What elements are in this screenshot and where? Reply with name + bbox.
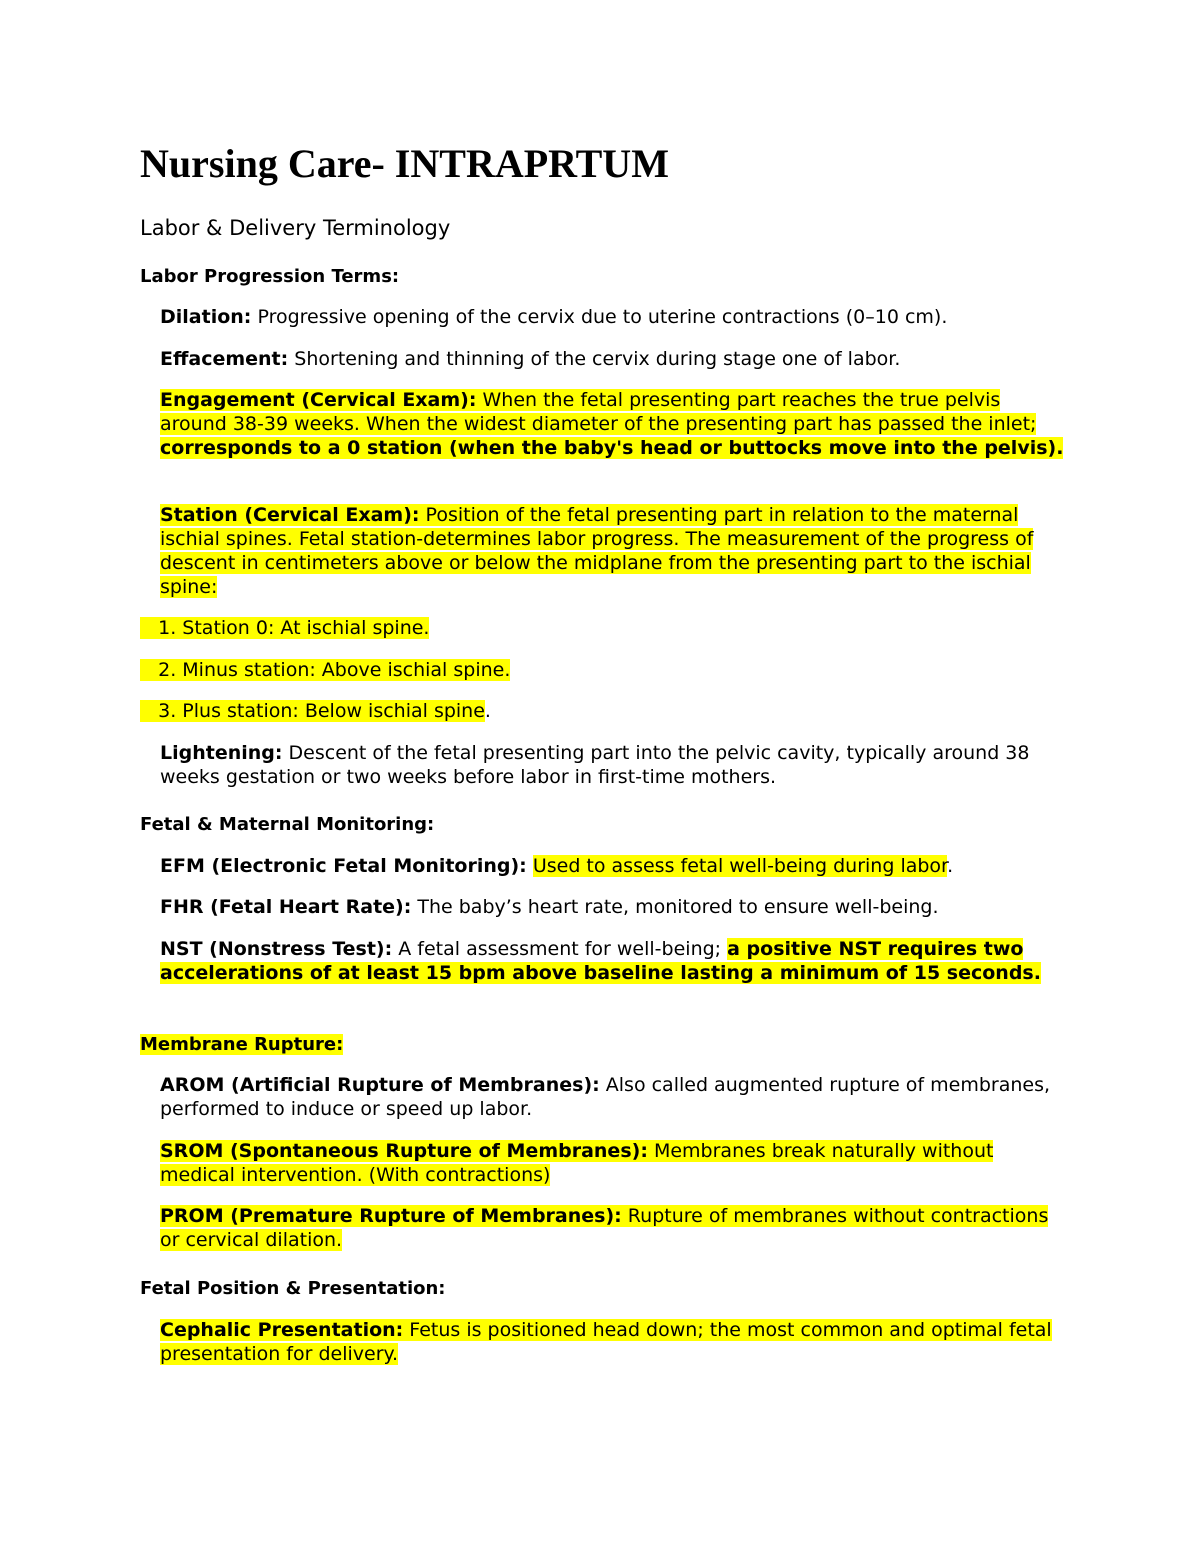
definition-arom: Also called augmented rupture of membranes, performed to induce or speed up labor. [160,1074,1051,1120]
definition-cephalic: Fetus is positioned head down; the most common and optimal fetal presentation for delivery. [160,1319,1052,1365]
section-heading-monitoring: Fetal & Maternal Monitoring: [140,814,435,835]
entry-prom [160,1204,1065,1252]
entry-lightening [160,741,1065,789]
definition-srom: Membranes break naturally without medical intervention. (With contractions) [160,1140,994,1186]
entry-effacement [160,347,1065,371]
definition-dilation: Progressive opening of the cervix due to uterine contractions (0–10 cm). [251,306,948,328]
term-srom: SROM (Spontaneous Rupture of Membranes): [160,1140,648,1162]
list-item-text: 1. Station 0: At ischial spine. [140,617,430,639]
term-engagement: Engagement (Cervical Exam): [160,389,477,411]
term-fhr: FHR (Fetal Heart Rate): [160,896,412,918]
definition-engagement: When the fetal presenting part reaches the true pelvis around 38-39 weeks. When the widest diameter of the presenting part has passed the inlet; [160,389,1037,435]
list-item-text: 2. Minus station: Above ischial spine. [140,659,511,681]
page-title: Nursing Care- INTRAPRTUM [140,141,669,186]
section-heading-membrane [140,1032,343,1058]
definition-effacement: Shortening and thinning of the cervix during stage one of labor. [288,348,901,370]
term-cephalic: Cephalic Presentation: [160,1319,404,1341]
term-effacement: Effacement: [160,348,289,370]
entry-nst [160,937,1065,985]
list-item-text: 3. Plus station: Below ischial spine [140,700,485,722]
term-station: Station (Cervical Exam): [160,504,420,526]
definition-nst: A fetal assessment for well-being; [392,938,728,960]
entry-efm: EFM (Electronic Fetal Monitoring): Used to assess fetal well-being during labor. [160,855,954,877]
term-prom: PROM (Premature Rupture of Membranes): [160,1205,622,1227]
term-nst: NST (Nonstress Test): [160,938,393,960]
definition-engagement-bold: corresponds to a 0 station (when the baby's head or buttocks move into the pelvis). [160,437,1064,459]
entry-cephalic [160,1318,1065,1366]
list-item-minus-station [140,658,510,682]
membrane-heading-text: Membrane Rupture: [140,1034,344,1055]
term-dilation: Dilation: [160,306,252,328]
entry-station [160,503,1065,599]
section-heading-position: Fetal Position & Presentation: [140,1278,446,1299]
entry-dilation [160,305,1065,329]
list-item-station-0 [140,616,429,640]
definition-prom: Rupture of membranes without contractions or cervical dilation. [160,1205,1049,1251]
term-arom: AROM (Artificial Rupture of Membranes): [160,1074,600,1096]
section-heading-labor-progression: Labor Progression Terms: [140,266,400,287]
definition-efm: Used to assess fetal well-being during labor [532,855,948,877]
term-efm: EFM (Electronic Fetal Monitoring): [160,855,527,877]
entry-arom [160,1073,1065,1121]
definition-lightening: Descent of the fetal presenting part into the pelvic cavity, typically around 38 weeks gestation or two weeks before labor in first-time mothers. [160,742,1030,788]
definition-station: Position of the fetal presenting part in relation to the maternal ischial spines. Fetal station-determines labor progress. The measurement of the progress of descent in centimeters above or below the midplane from the presenting part to the ischial spine: [160,504,1034,598]
term-lightening: Lightening: [160,742,283,764]
entry-fhr [160,895,1065,919]
entry-srom [160,1139,1065,1187]
entry-engagement [160,388,1065,460]
definition-fhr: The baby’s heart rate, monitored to ensure well-being. [411,896,939,918]
list-item-plus-station: 3. Plus station: Below ischial spine. [140,700,491,722]
document-subtitle: Labor & Delivery Terminology [140,216,451,240]
definition-nst-bold: a positive NST requires two accelerations of at least 15 bpm above baseline lasting a minimum of 15 seconds. [160,938,1041,984]
